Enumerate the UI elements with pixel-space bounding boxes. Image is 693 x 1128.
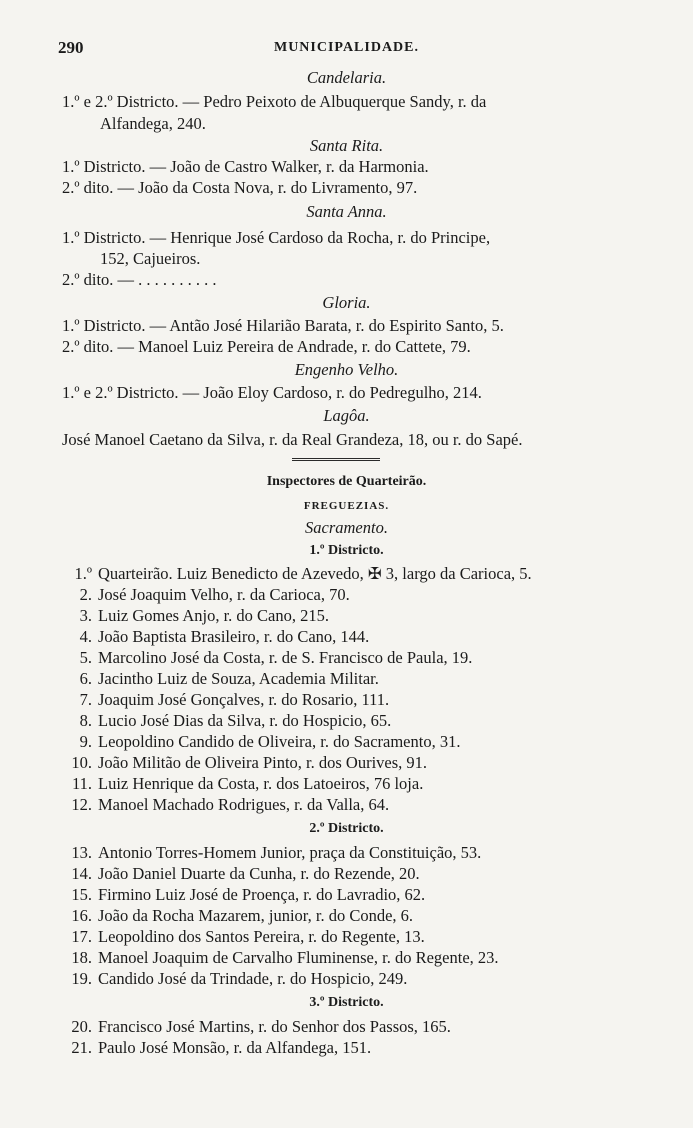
list-item	[40, 564, 680, 584]
entry-line: 2.º dito. — Manoel Luiz Pereira de Andrade, r. do Cattete, 79.	[62, 337, 471, 356]
entry-line: 1.º e 2.º Districto. — Pedro Peixoto de Albuquerque Sandy, r. da	[62, 92, 487, 111]
list-item	[40, 864, 680, 884]
entry-text: Candido José da Trindade, r. do Hospicio, 249.	[98, 969, 408, 988]
entry-number: 5.	[79, 648, 92, 667]
entry-text: Luiz Henrique da Costa, r. dos Latoeiros, 76 loja.	[98, 774, 424, 793]
parish-heading-santa-rita: Santa Rita.	[309, 136, 384, 155]
entry-text: Leopoldino dos Santos Pereira, r. do Regente, 13.	[98, 927, 425, 946]
entry-text: Leopoldino Candido de Oliveira, r. do Sacramento, 31.	[98, 732, 461, 751]
entry-line: 1.º Districto. — João de Castro Walker, r. da Harmonia.	[62, 157, 429, 176]
entry-text: José Joaquim Velho, r. da Carioca, 70.	[98, 585, 350, 604]
entry-number: 17.	[71, 927, 92, 946]
entry-number: 6.	[79, 669, 92, 688]
entry-number: 20.	[71, 1017, 92, 1036]
entry-line: 1.º Districto. — Henrique José Cardoso da Rocha, r. do Principe,	[62, 228, 491, 247]
entry-text: Manoel Joaquim de Carvalho Fluminense, r. do Regente, 23.	[98, 948, 499, 967]
entry-text: João Militão de Oliveira Pinto, r. dos Ourives, 91.	[98, 753, 428, 772]
list-item	[40, 969, 680, 989]
entry-number: 4.	[79, 627, 92, 646]
entry-number: 2.	[79, 585, 92, 604]
list-item	[40, 927, 680, 947]
entry-line: 1.º Districto. — Antão José Hilarião Barata, r. do Espirito Santo, 5.	[62, 316, 504, 335]
entry-text: Antonio Torres-Homem Junior, praça da Constituição, 53.	[98, 843, 482, 862]
parish-heading-gloria: Gloria.	[322, 293, 371, 312]
entry-text: Joaquim José Gonçalves, r. do Rosario, 111.	[98, 690, 390, 709]
parish-heading-santa-anna: Santa Anna.	[306, 202, 387, 221]
entry-text: João Daniel Duarte da Cunha, r. do Rezende, 20.	[98, 864, 420, 883]
entry-text: Manoel Machado Rodrigues, r. da Valla, 64.	[98, 795, 390, 814]
list-item	[40, 1038, 680, 1058]
entry-number: 7.	[79, 690, 92, 709]
entry-text: João Baptista Brasileiro, r. do Cano, 144.	[98, 627, 370, 646]
list-item	[40, 906, 680, 926]
entry-line: José Manoel Caetano da Silva, r. da Real Grandeza, 18, ou r. do Sapé.	[62, 430, 523, 449]
entry-number: 8.	[79, 711, 92, 730]
section-title: Inspectores de Quarteirão.	[266, 474, 427, 489]
district-heading-3: 3.º Districto.	[309, 995, 384, 1010]
list-item	[40, 948, 680, 968]
entry-text: Lucio José Dias da Silva, r. do Hospicio, 65.	[98, 711, 392, 730]
entry-number: 3.	[79, 606, 92, 625]
entry-number: 1.º	[74, 564, 92, 583]
parish-heading-sacramento: Sacramento.	[305, 518, 388, 537]
list-item	[40, 732, 680, 752]
parish-heading-lagoa: Lagôa.	[323, 406, 370, 425]
list-item	[40, 843, 680, 863]
list-item	[40, 1017, 680, 1037]
list-item	[40, 606, 680, 626]
list-item	[40, 753, 680, 773]
parish-heading-engenho-velho: Engenho Velho.	[294, 360, 399, 379]
entry-number: 16.	[71, 906, 92, 925]
list-item	[40, 669, 680, 689]
entry-text: Francisco José Martins, r. do Senhor dos Passos, 165.	[98, 1017, 451, 1036]
entry-text: Luiz Gomes Anjo, r. do Cano, 215.	[98, 606, 329, 625]
district-heading-1: 1.º Districto.	[309, 543, 384, 558]
running-title: MUNICIPALIDADE.	[273, 40, 420, 55]
entry-number: 19.	[71, 969, 92, 988]
list-item	[40, 585, 680, 605]
entry-text: Firmino Luiz José de Proença, r. do Lavradio, 62.	[98, 885, 426, 904]
entry-line-continuation: Alfandega, 240.	[100, 114, 206, 133]
list-item	[40, 648, 680, 668]
entry-line: 2.º dito. — . . . . . . . . . .	[62, 270, 217, 289]
entry-line: 1.º e 2.º Districto. — João Eloy Cardoso, r. do Pedregulho, 214.	[62, 383, 482, 402]
list-item	[40, 795, 680, 815]
list-item	[40, 774, 680, 794]
entry-number: 15.	[71, 885, 92, 904]
entry-number: 18.	[71, 948, 92, 967]
section-rule	[292, 458, 380, 461]
parish-heading-candelaria: Candelaria.	[306, 68, 387, 87]
entry-number: 12.	[71, 795, 92, 814]
entry-number: 9.	[79, 732, 92, 751]
freguezias-label: FREGUEZIAS.	[303, 500, 390, 512]
entry-number: 11.	[71, 774, 92, 793]
list-item	[40, 711, 680, 731]
entry-text: Jacintho Luiz de Souza, Academia Militar.	[98, 669, 379, 688]
list-item	[40, 627, 680, 647]
entry-text: Marcolino José da Costa, r. de S. Francisco de Paula, 19.	[98, 648, 473, 667]
entry-text: Paulo José Monsão, r. da Alfandega, 151.	[98, 1038, 372, 1057]
page-number: 290	[58, 38, 84, 57]
entry-text: Quarteirão. Luiz Benedicto de Azevedo, ✠ 3, largo da Carioca, 5.	[98, 564, 532, 583]
list-item	[40, 690, 680, 710]
entry-line-continuation: 152, Cajueiros.	[100, 249, 201, 268]
entry-number: 13.	[71, 843, 92, 862]
entry-text: João da Rocha Mazarem, junior, r. do Conde, 6.	[98, 906, 414, 925]
entry-number: 21.	[71, 1038, 92, 1057]
entry-number: 14.	[71, 864, 92, 883]
entry-number: 10.	[71, 753, 92, 772]
district-heading-2: 2.º Districto.	[309, 821, 384, 836]
list-item	[40, 885, 680, 905]
entry-line: 2.º dito. — João da Costa Nova, r. do Livramento, 97.	[62, 178, 418, 197]
